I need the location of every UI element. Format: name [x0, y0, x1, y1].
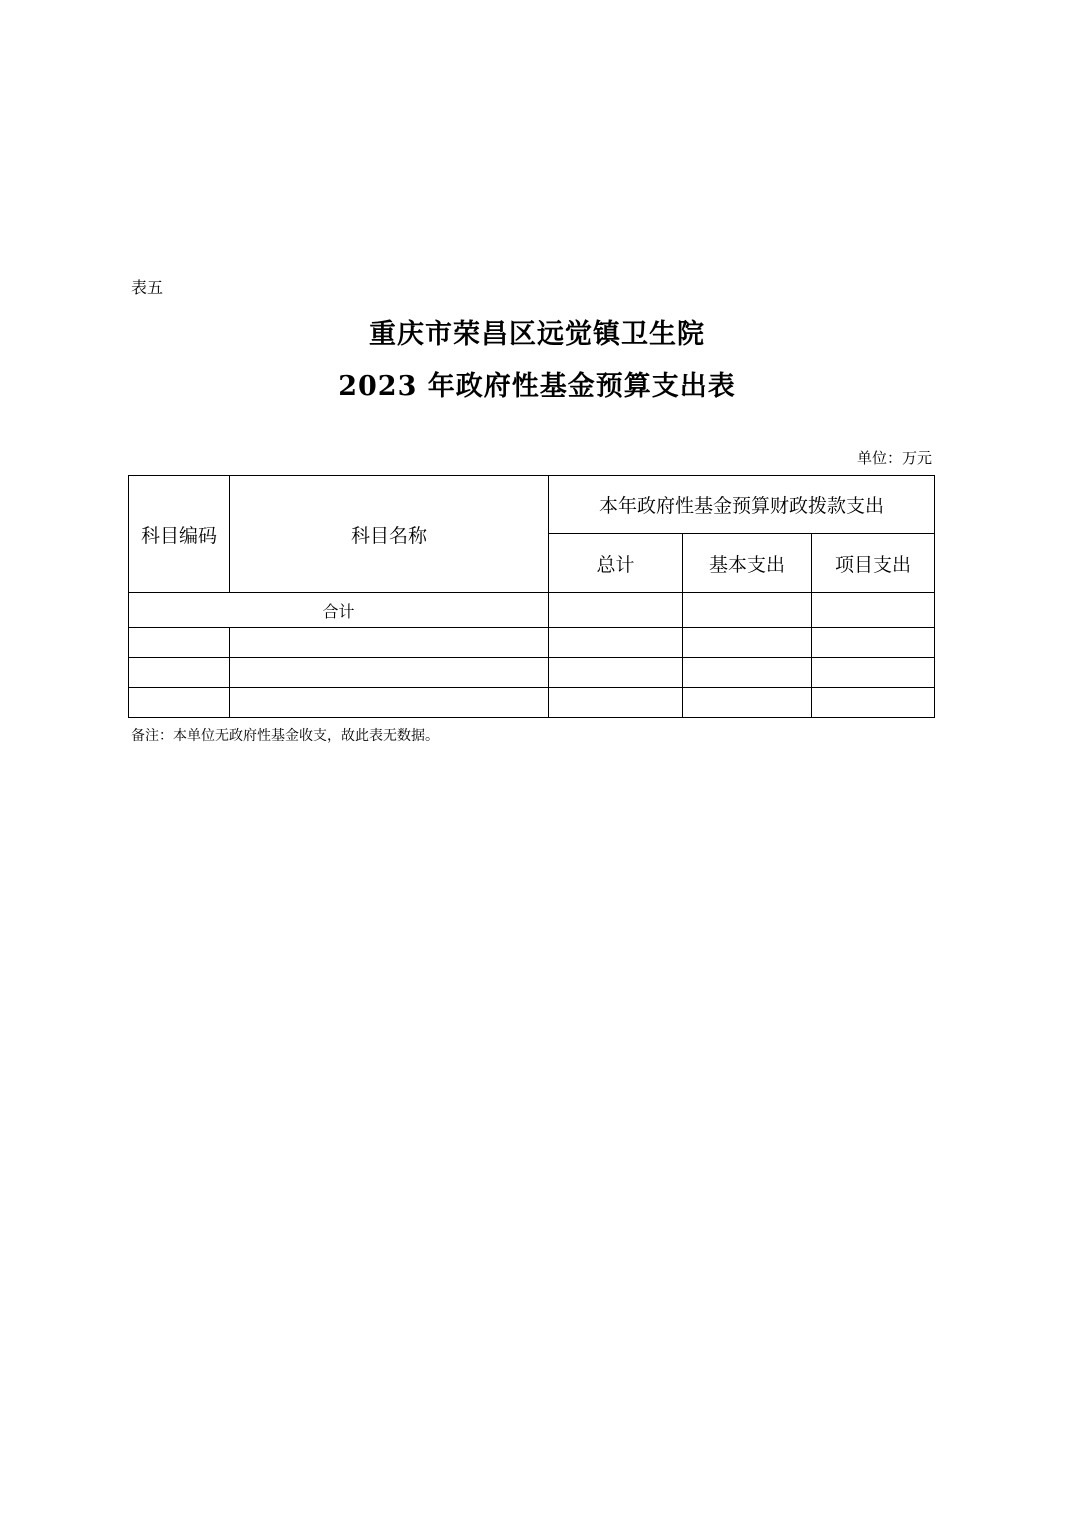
document-title-line1: 重庆市荣昌区远觉镇卫生院 — [369, 319, 705, 350]
unit-label: 单位：万元 — [856, 449, 932, 467]
total-row-label: 合计 — [129, 593, 549, 628]
header-code: 科目编码 — [129, 476, 230, 593]
row-total — [549, 628, 683, 658]
row-basic — [683, 628, 812, 658]
row-total — [549, 688, 683, 718]
budget-table — [128, 475, 935, 718]
row-total — [549, 658, 683, 688]
row-project — [812, 688, 935, 718]
footnote: 备注：本单位无政府性基金收支，故此表无数据。 — [131, 728, 439, 744]
row-code — [129, 658, 230, 688]
row-name — [230, 658, 549, 688]
table-row — [129, 628, 935, 658]
row-name — [230, 628, 549, 658]
total-row-project — [812, 593, 935, 628]
row-project — [812, 658, 935, 688]
header-group: 本年政府性基金预算财政拨款支出 — [549, 476, 935, 534]
header-basic: 基本支出 — [683, 534, 812, 593]
table-label: 表五 — [131, 278, 164, 297]
row-code — [129, 688, 230, 718]
total-row — [129, 593, 935, 628]
row-project — [812, 628, 935, 658]
header-name: 科目名称 — [230, 476, 549, 593]
total-row-total — [549, 593, 683, 628]
total-row-basic — [683, 593, 812, 628]
header-total: 总计 — [549, 534, 683, 593]
table-header-row — [129, 476, 935, 534]
table-row — [129, 688, 935, 718]
document-title-line2: 2023 年政府性基金预算支出表 — [338, 371, 736, 402]
header-project: 项目支出 — [812, 534, 935, 593]
row-basic — [683, 688, 812, 718]
row-name — [230, 688, 549, 718]
row-code — [129, 628, 230, 658]
table-row — [129, 658, 935, 688]
row-basic — [683, 658, 812, 688]
